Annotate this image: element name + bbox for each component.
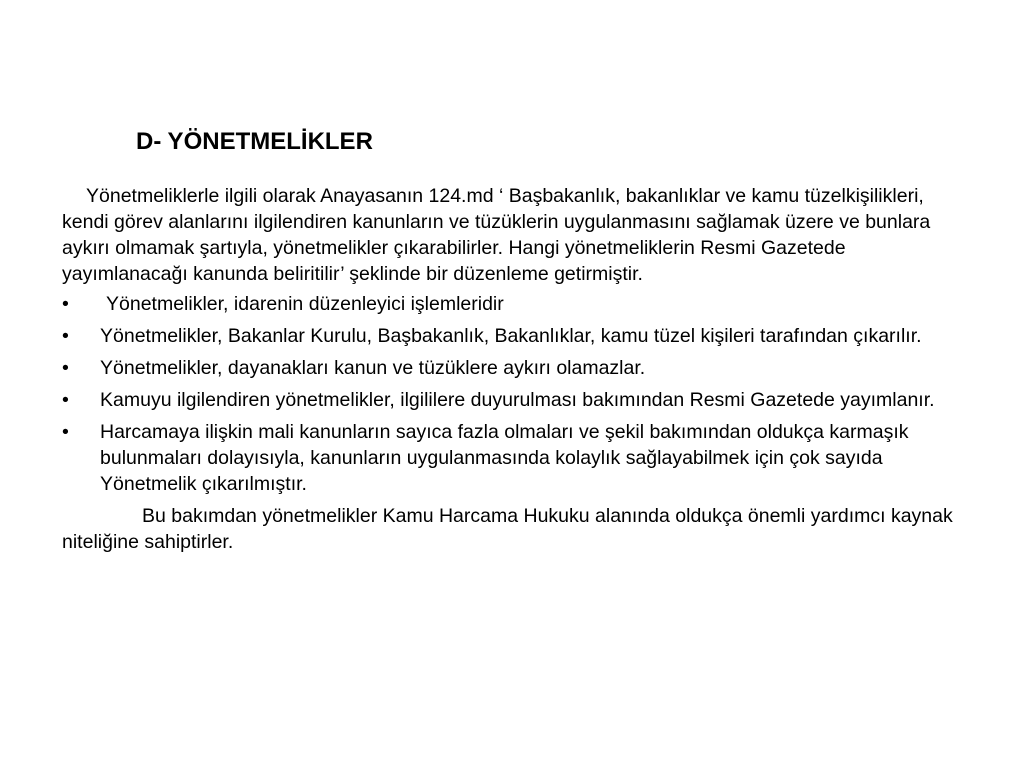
bullet-icon: • — [62, 389, 69, 411]
bullet-text: Yönetmelikler, idarenin düzenleyici işlemleridir — [106, 293, 504, 315]
bullet-icon: • — [62, 421, 69, 443]
slide-title: D- YÖNETMELİKLER — [136, 128, 373, 155]
bullet-text: Kamuyu ilgilendiren yönetmelikler, ilgililere duyurulması bakımından Resmi Gazetede yayımlanır. — [100, 389, 935, 411]
bullet-text: Harcamaya ilişkin mali kanunların sayıca fazla olmaları ve şekil bakımından oldukça karmaşık bulunmaları dolayısıyla, kanunların uygulanmasında kolaylık sağlayabilmek için çok sayıda Yönetmelik çıkarılmıştır. — [100, 421, 909, 495]
list-item — [62, 387, 962, 413]
bullet-list — [62, 291, 962, 497]
bullet-icon: • — [62, 293, 69, 315]
closing-paragraph: Bu bakımdan yönetmelikler Kamu Harcama Hukuku alanında oldukça önemli yardımcı kaynak niteliğine sahiptirler. — [62, 505, 953, 553]
list-item — [62, 323, 962, 349]
list-item — [62, 355, 962, 381]
list-item — [62, 291, 962, 317]
bullet-icon: • — [62, 325, 69, 347]
bullet-text: Yönetmelikler, Bakanlar Kurulu, Başbakanlık, Bakanlıklar, kamu tüzel kişileri tarafından çıkarılır. — [100, 325, 922, 347]
slide-body — [62, 183, 962, 555]
intro-paragraph: Yönetmeliklerle ilgili olarak Anayasanın 124.md ‘ Başbakanlık, bakanlıklar ve kamu tüzelkişilikleri, kendi görev alanlarını ilgilendiren kanunların ve tüzüklerin uygulanmasını sağlamak üzere ve bunlara aykırı olmamak şartıyla, yönetmelikler çıkarabilirler. Hangi yönetmeliklerin Resmi Gazetede yayımlanacağı kanunda beliritilir’ şeklinde bir düzenleme getirmiştir. — [62, 185, 931, 285]
bullet-text: Yönetmelikler, dayanakları kanun ve tüzüklere aykırı olamazlar. — [100, 357, 646, 379]
bullet-icon: • — [62, 357, 69, 379]
list-item — [62, 419, 962, 497]
